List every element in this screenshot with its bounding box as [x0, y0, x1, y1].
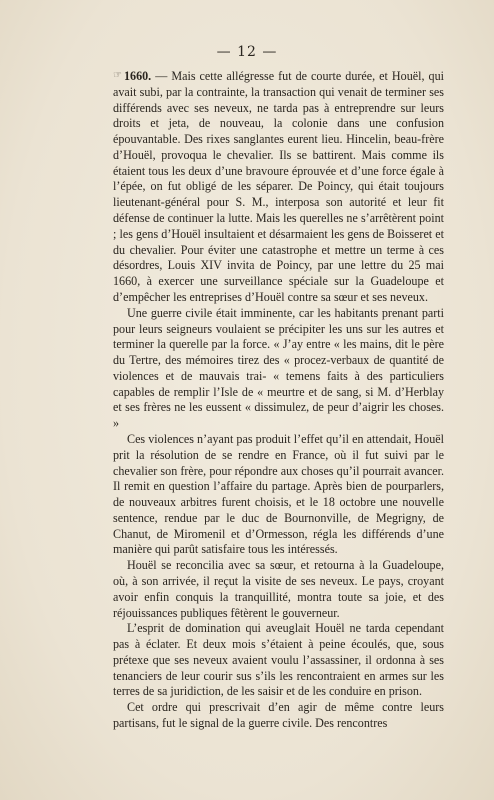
pointing-hand-icon: ☞: [113, 70, 122, 81]
page-number: — 12 —: [216, 44, 278, 60]
paragraph: Une guerre civile était imminente, car les habitants prenant parti pour leurs seigneurs voulaient se précipiter les uns sur les autres et terminer la querelle par la force. « J’ay entre « les mains, dit le père du Tertre, des mémoires tirez des « procez-verbaux de quantité de violences et de mauvais trai- « temens faits à des particuliers capables de remplir l’Isle de « meurtre et de sang, si M. d’Herblay et ses frères ne les eussent « dissimulez, de peur d’aigrir les choses. »: [113, 305, 444, 431]
paragraph-text: — Mais cette allégresse fut de courte durée, et Houël, qui avait subi, par la contrainte, la transaction qui venait de terminer ses différends avec ses neveux, ne tarda pas à entreprendre sur leurs droits et jeta, de nouveau, la colonie dans une confusion épouvantable. Des rixes sanglantes eurent lieu. Hincelin, beau-frère d’Houël, provoqua le chevalier. Ils se battirent. Mais comme ils étaient tous les deux d’une bravoure éprouvée et d’une force égale à l’épée, on fut obligé de les séparer. De Poincy, qui était toujours lieutenant-général pour S. M., interposa son autorité et leur fit défense de continuer la lutte. Mais les querelles ne s’arrêtèrent point ; les gens d’Houël insultaient et désarmaient les gens de Boisseret et du chevalier. Pour éviter une catastrophe et mettre un terme à ces désordres, Louis XIV invita de Poincy, par une lettre du 25 mai 1660, à exercer une surveillance spéciale sur la Guadeloupe et d’empêcher les entreprises d’Houël contre sa sœur et ses neveux.: [113, 69, 444, 304]
paragraph: Ces violences n’ayant pas produit l’effet qu’il en attendait, Houël prit la résolution de se rendre en France, où il fut suivi par le chevalier son frère, pour répondre aux choses qu’il pourrait avancer. Il remit en question l’affaire du partage. Après bien de pourparlers, de nouveaux arbitres furent choisis, et le 18 octobre une nouvelle sentence, rendue par le duc de Bournonville, de Megrigny, de Chanut, de Miromenil et d’Ormesson, régla les différends d’une manière qui parût satisfaire tous les intéressés.: [113, 431, 444, 557]
paragraph: Houël se reconcilia avec sa sœur, et retourna à la Guadeloupe, où, à son arrivée, il reçut la visite de ses neveux. Le pays, croyant avoir enfin conquis la tranquillité, montra toute sa joie, et des réjouissances publiques fêtèrent le gouverneur.: [113, 558, 444, 620]
body-text: [113, 68, 444, 732]
paragraph-1660: [113, 68, 444, 306]
paragraph-year: 1660.: [123, 69, 152, 83]
paragraph: L’esprit de domination qui aveuglait Houël ne tarda cependant pas à éclater. Et deux mois s’étaient à peine écoulés, que, sous prétexe que ses neveux avaient voulu l’assassiner, il ordonna à ses tenanciers de leur courir sus s’ils les rencontraient en armes sur les terres de sa juridiction, de les saisir et de les conduire en prison.: [113, 621, 444, 699]
paragraph: Cet ordre qui prescrivait d’en agir de même contre leurs partisans, fut le signal de la guerre civile. Des rencontres: [113, 700, 444, 731]
